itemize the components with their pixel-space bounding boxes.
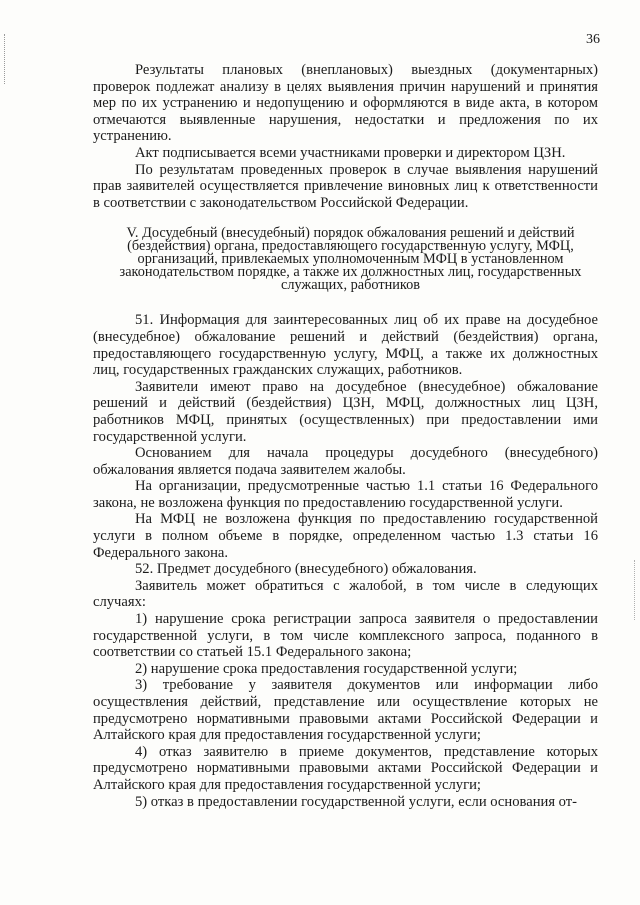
- left-margin-marks: [4, 34, 9, 84]
- paragraph-mfc: На МФЦ не возложена функция по предоставлению государственной услуги в полном объеме в порядке, определенном частью 1.3 статьи 16 Федерального закона.: [93, 511, 598, 561]
- list-item-4: 4) отказ заявителю в приеме документов, представление которых предусмотрено нормативными правовыми актами Российской Федерации и Алтайского края для предоставления государственной услуги;: [93, 743, 598, 793]
- paragraph-liability: По результатам проведенных проверок в случае выявления нарушений прав заявителей осуществляется привлечение виновных лиц к ответственности в соответствии с законодательством Российской Федерации.: [93, 161, 598, 211]
- paragraph-act-signing: Акт подписывается всеми участниками проверки и директором ЦЗН.: [135, 144, 566, 161]
- list-item-5: 5) отказ в предоставлении государственной услуги, если основания от-: [135, 793, 578, 810]
- paragraph-51-info: 51. Информация для заинтересованных лиц об их праве на досудебное (внесудебное) обжалование решений и действий (бездействия) органа, предоставляющего государственную услугу, МФЦ, а также их должностных лиц, государственных гражданских служащих, работников.: [93, 312, 598, 379]
- right-margin-marks: [634, 560, 637, 620]
- paragraph-procedure-basis: Основанием для начала процедуры досудебного (внесудебного) обжалования является подача заявителем жалобы.: [93, 445, 598, 478]
- paragraph-inspection-results: Результаты плановых (внеплановых) выездных (документарных) проверок подлежат анализу в целях выявления причин нарушений и принятия мер по их устранению и недопущению и оформляются в виде акта, в котором отмечаются выявленные нарушения, недостатки и предложения по их устранению.: [93, 62, 598, 145]
- section-heading: V. Досудебный (внесудебный) порядок обжалования решений и действий (бездействия) органа, предоставляющего государственную услугу, МФЦ, организаций, привлекаемых уполномоченным МФЦ в установленном законодательством порядке, а также их должностных лиц, государственных служащих, работников: [119, 225, 582, 294]
- list-item-1: 1) нарушение срока регистрации запроса заявителя о предоставлении государственной услуги, в том числе комплексного запроса, поданного в соответствии со статьей 15.1 Федерального закона;: [93, 611, 598, 661]
- list-item-3: 3) требование у заявителя документов или информации либо осуществления действий, представление или осуществление которых не предусмотрено нормативными правовыми актами Российской Федерации и Алтайского края для предоставления государственной услуги;: [93, 677, 598, 744]
- paragraph-cases-intro: Заявитель может обратиться с жалобой, в том числе в следующих случаях:: [93, 577, 598, 611]
- list-item-2: 2) нарушение срока предоставления государственной услуги;: [135, 660, 518, 677]
- paragraph-52-subject: 52. Предмет досудебного (внесудебного) обжалования.: [135, 561, 477, 578]
- document-body: [93, 62, 598, 810]
- paragraph-right-to-appeal: Заявители имеют право на досудебное (внесудебное) обжалование решений и действий (бездействия) ЦЗН, МФЦ, должностных лиц ЦЗН, работников МФЦ, принятых (осуществленных) при предоставлении ими государственной услуги.: [93, 378, 598, 445]
- page-number: 36: [586, 32, 600, 47]
- paragraph-organizations: На организации, предусмотренные частью 1.1 статьи 16 Федерального закона, не возложена функция по предоставлению государственной услуги.: [93, 478, 598, 511]
